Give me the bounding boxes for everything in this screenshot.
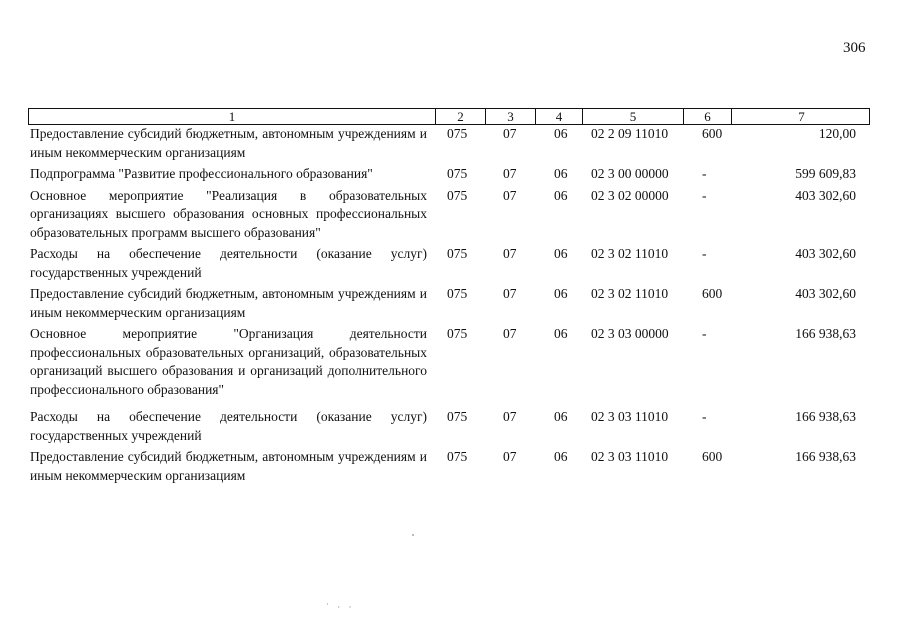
row-section: 07 — [503, 246, 517, 261]
row-amount: 166 938,63 — [795, 449, 856, 464]
row-section: 07 — [503, 286, 517, 301]
table-row — [30, 448, 870, 485]
table-row — [30, 408, 870, 445]
row-code-admin: 075 — [447, 409, 468, 424]
row-expense-type: 600 — [702, 126, 723, 141]
row-name: Предоставление субсидий бюджетным, автономным учреждениям и иным некоммерческим организациям — [30, 286, 427, 320]
row-subsection: 06 — [554, 409, 568, 424]
row-amount: 403 302,60 — [795, 246, 856, 261]
row-expense-type: - — [702, 409, 707, 424]
row-target-code: 02 3 00 00000 — [591, 166, 669, 181]
row-amount: 599 609,83 — [795, 166, 856, 181]
row-target-code: 02 3 03 11010 — [591, 409, 669, 424]
scan-noise: ˙ · · — [326, 602, 355, 612]
row-expense-type: - — [702, 326, 707, 341]
row-expense-type: 600 — [702, 286, 723, 301]
row-amount: 120,00 — [818, 126, 856, 141]
row-code-admin: 075 — [447, 286, 468, 301]
row-amount: 166 938,63 — [795, 326, 856, 341]
row-subsection: 06 — [554, 326, 568, 341]
table-row — [30, 325, 870, 399]
table-row — [30, 165, 870, 184]
row-code-admin: 075 — [447, 246, 468, 261]
row-subsection: 06 — [554, 449, 568, 464]
row-target-code: 02 2 09 11010 — [591, 126, 669, 141]
row-target-code: 02 3 02 11010 — [591, 246, 669, 261]
row-expense-type: - — [702, 187, 707, 203]
row-target-code: 02 3 02 11010 — [591, 286, 669, 301]
table-row — [30, 125, 870, 162]
table-body — [30, 125, 870, 485]
row-section: 07 — [503, 166, 517, 181]
header-col-7: 7 — [798, 109, 805, 124]
row-amount: 403 302,60 — [795, 286, 856, 301]
row-target-code: 02 3 03 11010 — [591, 449, 669, 464]
row-subsection: 06 — [554, 166, 568, 181]
header-col-5: 5 — [583, 109, 684, 124]
row-name: Расходы на обеспечение деятельности (оказание услуг) государственных учреждений — [30, 409, 427, 443]
header-col-1: 1 — [29, 109, 436, 124]
row-name: Расходы на обеспечение деятельности (оказание услуг) государственных учреждений — [30, 246, 427, 280]
row-section: 07 — [503, 187, 517, 203]
row-target-code: 02 3 03 00000 — [591, 326, 669, 341]
header-col-2: 2 — [436, 109, 486, 124]
row-expense-type: - — [702, 166, 707, 181]
header-col-6: 6 — [684, 109, 732, 124]
row-section: 07 — [503, 449, 517, 464]
row-subsection: 06 — [554, 286, 568, 301]
page-number: 306 — [843, 40, 866, 56]
row-expense-type: 600 — [702, 449, 723, 464]
table-row — [30, 245, 870, 282]
row-subsection: 06 — [554, 126, 568, 141]
row-name: Подпрограмма "Развитие профессионального образования" — [30, 166, 373, 181]
table-row — [30, 285, 870, 322]
row-code-admin: 075 — [447, 187, 468, 203]
header-col-3: 3 — [486, 109, 536, 124]
row-code-admin: 075 — [447, 166, 468, 181]
row-subsection: 06 — [554, 246, 568, 261]
table-header — [28, 108, 870, 125]
row-section: 07 — [503, 126, 517, 141]
row-section: 07 — [503, 409, 517, 424]
row-code-admin: 075 — [447, 126, 468, 141]
header-col-4: 4 — [536, 109, 583, 124]
row-amount: 403 302,60 — [795, 187, 856, 203]
row-name: Предоставление субсидий бюджетным, автономным учреждениям и иным некоммерческим организациям — [30, 449, 427, 483]
table-row — [30, 187, 870, 243]
row-amount: 166 938,63 — [795, 409, 856, 424]
row-code-admin: 075 — [447, 449, 468, 464]
row-target-code: 02 3 02 00000 — [591, 187, 669, 203]
row-code-admin: 075 — [447, 326, 468, 341]
row-name: Основное мероприятие "Организация деятельности профессиональных образовательных организаций, образовательных организаций высшего образования и организаций дополнительного профессионального образования" — [30, 326, 427, 397]
row-expense-type: - — [702, 246, 707, 261]
row-name: Предоставление субсидий бюджетным, автономным учреждениям и иным некоммерческим организациям — [30, 126, 427, 160]
row-name: Основное мероприятие "Реализация в образовательных организациях высшего образования основных профессиональных образовательных программ высшего образования" — [30, 187, 427, 240]
scan-speck — [412, 534, 414, 536]
row-subsection: 06 — [554, 187, 568, 203]
row-section: 07 — [503, 326, 517, 341]
